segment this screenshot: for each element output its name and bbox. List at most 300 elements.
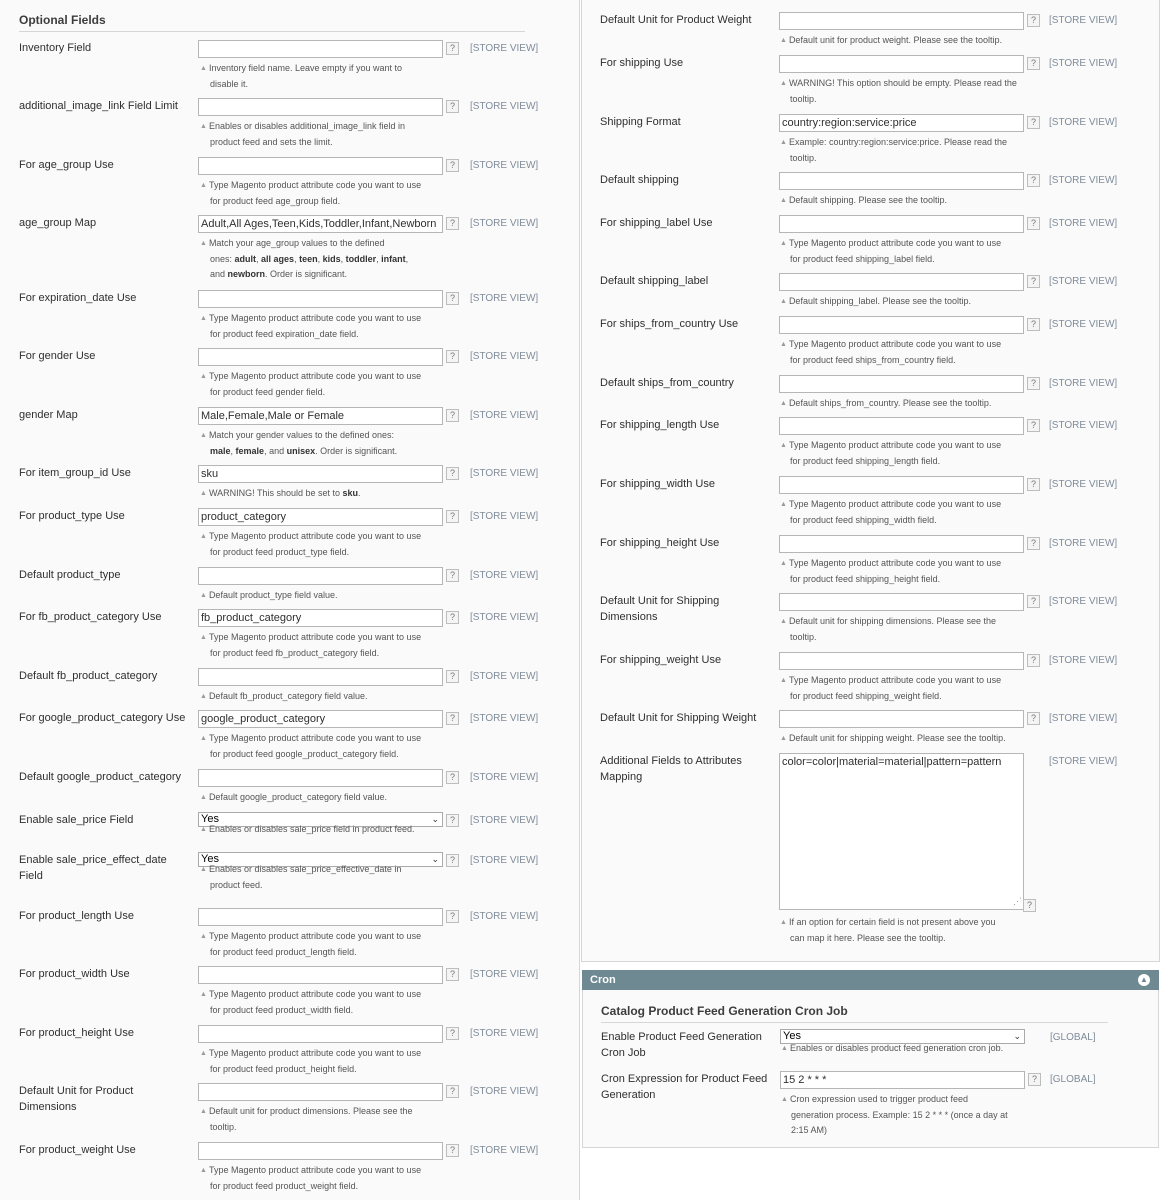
note-line: for product feed fb_product_category field.: [210, 647, 380, 658]
field-label: Enable sale_price Field: [19, 814, 134, 826]
field-note: [200, 178, 440, 209]
scope-label: [STORE VIEW]: [1049, 276, 1118, 287]
field-label: For age_group Use: [19, 159, 114, 171]
note-bold: teen: [299, 253, 318, 264]
input-additional-image-link-field-limit[interactable]: [198, 98, 443, 116]
input-for-product-length-use[interactable]: [198, 908, 443, 926]
field-label: For item_group_id Use: [19, 467, 131, 479]
help-icon[interactable]: ?: [1028, 1073, 1041, 1086]
field-label: For product_length Use: [19, 910, 134, 922]
field-note: [200, 311, 440, 342]
note-line: for product feed shipping_weight field.: [790, 690, 942, 701]
input-for-shipping-label-use[interactable]: [779, 215, 1024, 233]
field-label: For shipping_label Use: [600, 217, 713, 229]
note-triangle-icon: ▲: [200, 1167, 207, 1174]
note-line: Match your gender values to the defined ones:: [208, 430, 395, 440]
note-line: for product feed gender field.: [210, 386, 326, 397]
field-label: Default Unit for Product Dimensions: [19, 1085, 134, 1113]
note-line: Type Magento product attribute code you want to use: [208, 1048, 422, 1058]
field-note: [780, 193, 1030, 209]
note-triangle-icon: ▲: [200, 866, 207, 873]
cron-section-header[interactable]: [582, 970, 1159, 990]
note-bold: kids: [322, 253, 341, 264]
note-line: for product feed product_weight field.: [210, 1180, 359, 1191]
field-label: Default google_product_category: [19, 771, 182, 783]
field-label: Default shipping_label: [600, 275, 709, 287]
help-icon[interactable]: ?: [1027, 712, 1040, 725]
field-note: [780, 915, 1030, 946]
input-default-google-product-category[interactable]: [198, 769, 443, 787]
note-line: [200, 267, 440, 283]
input-for-shipping-use[interactable]: [779, 55, 1024, 73]
input-default-fb-product-category[interactable]: [198, 668, 443, 686]
note-line: generation process. Example: 15 2 * * * (once a day at: [791, 1109, 1008, 1120]
note-triangle-icon: ▲: [200, 826, 207, 833]
field-note: [200, 862, 440, 893]
note-line: [200, 444, 440, 460]
field-note: [200, 929, 440, 960]
note-triangle-icon: ▲: [780, 442, 787, 449]
note-triangle-icon: ▲: [780, 501, 787, 508]
note-triangle-icon: ▲: [200, 315, 207, 322]
note-line: Type Magento product attribute code you want to use: [788, 675, 1002, 685]
field-label: Default Unit for Shipping Weight: [600, 712, 757, 724]
note-line: Enables or disables sale_price field in product feed.: [208, 824, 415, 834]
note-line: Example: country:region:service:price. Please read the: [788, 137, 1008, 147]
scope-label: [GLOBAL]: [1050, 1032, 1096, 1043]
resize-handle-icon[interactable]: ⋰: [1013, 896, 1022, 906]
chevron-down-icon: ⌄: [431, 814, 439, 824]
help-icon[interactable]: ?: [1027, 14, 1040, 27]
scope-label: [STORE VIEW]: [470, 969, 539, 980]
cron-title: Catalog Product Feed Generation Cron Job: [601, 1003, 1108, 1023]
field-label: Enable sale_price_effect_date Field: [19, 854, 167, 882]
help-icon[interactable]: ?: [1027, 419, 1040, 432]
field-label: For shipping Use: [600, 57, 684, 69]
note-triangle-icon: ▲: [200, 240, 207, 247]
scope-label: [STORE VIEW]: [470, 218, 539, 229]
input-default-unit-for-shipping-dimensions[interactable]: [779, 593, 1024, 611]
input-for-item-group-id-use[interactable]: sku: [198, 465, 443, 483]
help-icon[interactable]: ?: [446, 100, 459, 113]
field-label: For product_width Use: [19, 968, 130, 980]
help-icon[interactable]: ?: [446, 217, 459, 230]
note-line: Type Magento product attribute code you want to use: [788, 499, 1002, 509]
note-text: . Order is significant.: [315, 445, 398, 456]
help-icon[interactable]: ?: [1027, 57, 1040, 70]
scope-label: [STORE VIEW]: [1049, 420, 1118, 431]
note-line: for product feed product_type field.: [210, 546, 350, 557]
help-icon[interactable]: ?: [1027, 377, 1040, 390]
note-triangle-icon: ▲: [200, 693, 207, 700]
field-label: For gender Use: [19, 350, 96, 362]
field-label: Default Unit for Product Weight: [600, 14, 752, 26]
help-icon[interactable]: ?: [446, 569, 459, 582]
help-icon[interactable]: ?: [446, 159, 459, 172]
scope-label: [STORE VIEW]: [470, 101, 539, 112]
note-line: ones: adult, all ages, teen, kids, toddler, infant,: [210, 253, 409, 264]
note-bold: all ages: [261, 253, 295, 264]
field-label: Default shipping: [600, 174, 679, 186]
field-label: age_group Map: [19, 217, 97, 229]
input-for-product-height-use[interactable]: [198, 1025, 443, 1043]
scope-label: [STORE VIEW]: [1049, 479, 1118, 490]
scope-label: [GLOBAL]: [1050, 1074, 1096, 1085]
help-icon[interactable]: ?: [446, 771, 459, 784]
field-note: [780, 337, 1030, 368]
input-for-age-group-use[interactable]: [198, 157, 443, 175]
scope-label: [STORE VIEW]: [470, 160, 539, 171]
help-icon[interactable]: ?: [446, 467, 459, 480]
field-label: Default product_type: [19, 569, 121, 581]
note-text: ,: [230, 445, 236, 456]
input-cron-expression-for-product-feed-generation[interactable]: 15 2 * * *: [780, 1071, 1025, 1089]
select-value: Yes: [783, 1030, 801, 1042]
field-note: [200, 428, 440, 459]
input-default-shipping-label[interactable]: [779, 273, 1024, 291]
note-bold: female: [235, 445, 265, 456]
chevron-down-icon: ⌄: [1013, 1031, 1021, 1041]
note-line: Inventory field name. Leave empty if you want to: [208, 63, 403, 73]
help-icon[interactable]: ?: [446, 814, 459, 827]
note-triangle-icon: ▲: [780, 400, 787, 407]
note-line: Default shipping_label. Please see the tooltip.: [788, 296, 972, 306]
note-triangle-icon: ▲: [780, 197, 787, 204]
cron-panel: [582, 990, 1159, 1148]
field-note: [200, 529, 440, 560]
scope-label: [STORE VIEW]: [470, 511, 539, 522]
scope-label: [STORE VIEW]: [1049, 117, 1118, 128]
note-bold: newborn: [227, 269, 266, 279]
scope-label: [STORE VIEW]: [470, 855, 539, 866]
note-triangle-icon: ▲: [780, 37, 787, 44]
field-note: [780, 33, 1030, 49]
field-label: For ships_from_country Use: [600, 318, 739, 330]
note-triangle-icon: ▲: [780, 341, 787, 348]
note-line: Default shipping. Please see the tooltip.: [788, 195, 948, 205]
scope-label: [STORE VIEW]: [470, 570, 539, 581]
note-line: Type Magento product attribute code you want to use: [208, 313, 422, 323]
note-line: Type Magento product attribute code you want to use: [788, 339, 1002, 349]
input-for-shipping-weight-use[interactable]: [779, 652, 1024, 670]
field-label: For product_weight Use: [19, 1144, 136, 1156]
field-note: [200, 61, 440, 92]
help-icon[interactable]: ?: [1027, 537, 1040, 550]
note-line: Enables or disables sale_price_effective_date in: [208, 864, 402, 874]
field-note: [200, 486, 440, 502]
scope-label: [STORE VIEW]: [470, 1028, 539, 1039]
input-default-product-type[interactable]: [198, 567, 443, 585]
field-note: [200, 1104, 440, 1135]
field-note: [200, 987, 440, 1018]
note-line: Default unit for shipping dimensions. Please see the: [788, 616, 997, 626]
field-note: [200, 630, 440, 661]
note-line: Type Magento product attribute code you want to use: [208, 1165, 422, 1175]
help-icon[interactable]: ?: [1027, 318, 1040, 331]
scope-label: [STORE VIEW]: [470, 815, 539, 826]
field-note: [780, 396, 1030, 412]
help-icon[interactable]: ?: [446, 854, 459, 867]
shipping-fields-panel: [581, 0, 1160, 962]
field-note: [200, 731, 440, 762]
note-bold: toddler: [345, 253, 377, 264]
help-icon[interactable]: ?: [1027, 478, 1040, 491]
field-note: [781, 1092, 1031, 1139]
note-triangle-icon: ▲: [200, 373, 207, 380]
field-note: [200, 236, 440, 283]
note-line: Type Magento product attribute code you want to use: [788, 238, 1002, 248]
note-line: for product feed shipping_height field.: [790, 573, 941, 584]
note-triangle-icon: ▲: [200, 735, 207, 742]
note-line: for product feed age_group field.: [210, 195, 341, 206]
help-icon[interactable]: ?: [1027, 275, 1040, 288]
note-triangle-icon: ▲: [780, 80, 787, 87]
field-label: For shipping_length Use: [600, 419, 720, 431]
select-value: Yes: [201, 813, 219, 825]
note-line: for product feed product_width field.: [210, 1004, 354, 1015]
help-icon[interactable]: ?: [1027, 116, 1040, 129]
field-label: For product_height Use: [19, 1027, 134, 1039]
note-line: Type Magento product attribute code you want to use: [788, 440, 1002, 450]
note-text: and: [210, 269, 228, 279]
help-icon[interactable]: ?: [446, 968, 459, 981]
field-note: [780, 294, 1030, 310]
note-triangle-icon: ▲: [780, 919, 787, 926]
input-for-google-product-category-use[interactable]: google_product_category: [198, 710, 443, 728]
field-note: [200, 369, 440, 400]
note-line: can map it here. Please see the tooltip.: [790, 932, 946, 943]
input-for-expiration-date-use[interactable]: [198, 290, 443, 308]
field-label: For google_product_category Use: [19, 712, 186, 724]
note-triangle-icon: ▲: [780, 735, 787, 742]
input-for-product-type-use[interactable]: product_category: [198, 508, 443, 526]
note-bold: sku: [342, 488, 359, 498]
note-triangle-icon: ▲: [200, 490, 207, 497]
note-triangle-icon: ▲: [780, 139, 787, 146]
note-line: WARNING! This option should be empty. Please read the: [788, 78, 1017, 88]
scope-label: [STORE VIEW]: [1049, 596, 1118, 607]
field-note: [780, 614, 1030, 645]
input-default-unit-for-product-weight[interactable]: [779, 12, 1024, 30]
note-line: Type Magento product attribute code you want to use: [208, 180, 422, 190]
help-icon[interactable]: ?: [446, 409, 459, 422]
note-line: Type Magento product attribute code you want to use: [788, 558, 1002, 568]
note-line: Type Magento product attribute code you want to use: [208, 733, 422, 743]
note-triangle-icon: ▲: [200, 991, 207, 998]
help-icon[interactable]: ?: [446, 1144, 459, 1157]
field-label: Default fb_product_category: [19, 670, 158, 682]
field-label: Shipping Format: [600, 116, 681, 128]
input-default-shipping[interactable]: [779, 172, 1024, 190]
help-icon[interactable]: ?: [446, 42, 459, 55]
select-value: Yes: [201, 853, 219, 865]
field-note: [200, 822, 440, 838]
scope-label: [STORE VIEW]: [1049, 15, 1118, 26]
help-icon[interactable]: ?: [446, 1085, 459, 1098]
note-bold: infant: [381, 253, 406, 264]
help-icon[interactable]: ?: [446, 712, 459, 725]
field-note: [200, 1163, 440, 1194]
input-inventory-field[interactable]: [198, 40, 443, 58]
help-icon[interactable]: ?: [446, 670, 459, 683]
note-line: tooltip.: [790, 93, 817, 104]
field-label: For shipping_weight Use: [600, 654, 722, 666]
mapping-textarea[interactable]: [779, 753, 1024, 910]
field-label: For shipping_width Use: [600, 478, 715, 490]
note-line: Default product_type field value.: [208, 590, 338, 600]
input-for-shipping-height-use[interactable]: [779, 535, 1024, 553]
note-triangle-icon: ▲: [780, 240, 787, 247]
note-line: Match your age_group values to the defined: [208, 238, 385, 248]
field-label: Additional Fields to Attributes Mapping: [600, 755, 742, 783]
note-text: ones:: [210, 253, 235, 264]
note-triangle-icon: ▲: [200, 1108, 207, 1115]
field-label: additional_image_link Field Limit: [19, 100, 178, 112]
help-icon[interactable]: ?: [1023, 899, 1036, 912]
scope-label: [STORE VIEW]: [1049, 538, 1118, 549]
field-note: [780, 135, 1030, 166]
help-icon[interactable]: ?: [446, 1027, 459, 1040]
scope-label: [STORE VIEW]: [1049, 655, 1118, 666]
note-triangle-icon: ▲: [200, 794, 207, 801]
note-line: Default unit for product dimensions. Please see the: [208, 1106, 413, 1116]
note-triangle-icon: ▲: [781, 1045, 788, 1052]
note-line: product feed.: [210, 879, 263, 890]
input-age-group-map[interactable]: Adult,All Ages,Teen,Kids,Toddler,Infant,Newborn: [198, 215, 443, 233]
note-line: If an option for certain field is not present above you: [788, 917, 996, 927]
field-note: [781, 1041, 1031, 1057]
note-line: tooltip.: [790, 631, 817, 642]
help-icon[interactable]: ?: [1027, 654, 1040, 667]
note-triangle-icon: ▲: [200, 533, 207, 540]
input-for-shipping-width-use[interactable]: [779, 476, 1024, 494]
input-for-ships-from-country-use[interactable]: [779, 316, 1024, 334]
field-note: [780, 236, 1030, 267]
note-triangle-icon: ▲: [200, 65, 207, 72]
field-note: [780, 497, 1030, 528]
note-line: tooltip.: [790, 152, 817, 163]
help-icon[interactable]: ?: [446, 350, 459, 363]
note-line: for product feed ships_from_country field.: [790, 354, 956, 365]
scope-label: [STORE VIEW]: [470, 671, 539, 682]
note-triangle-icon: ▲: [200, 933, 207, 940]
scope-label: [STORE VIEW]: [1049, 378, 1118, 389]
note-triangle-icon: ▲: [200, 123, 207, 130]
scope-label: [STORE VIEW]: [1049, 713, 1118, 724]
note-line: product feed and sets the limit.: [210, 136, 333, 147]
scope-label: [STORE VIEW]: [470, 772, 539, 783]
note-line: Type Magento product attribute code you want to use: [208, 531, 422, 541]
scope-label: [STORE VIEW]: [470, 293, 539, 304]
note-triangle-icon: ▲: [780, 618, 787, 625]
help-icon[interactable]: ?: [446, 910, 459, 923]
field-note: [780, 673, 1030, 704]
note-line: Cron expression used to trigger product feed: [789, 1094, 969, 1104]
field-note: [200, 790, 440, 806]
note-triangle-icon: ▲: [780, 677, 787, 684]
input-for-gender-use[interactable]: [198, 348, 443, 366]
note-triangle-icon: ▲: [200, 634, 207, 641]
scope-label: [STORE VIEW]: [470, 468, 539, 479]
note-line: for product feed shipping_width field.: [790, 514, 937, 525]
field-label: Cron Expression for Product Feed Generation: [601, 1073, 768, 1101]
scope-label: [STORE VIEW]: [1049, 319, 1118, 330]
note-text: , and: [264, 445, 287, 456]
input-for-product-width-use[interactable]: [198, 966, 443, 984]
note-line: Default fb_product_category field value.: [208, 691, 368, 701]
note-line: for product feed google_product_category field.: [210, 748, 399, 759]
note-triangle-icon: ▲: [200, 592, 207, 599]
section-title: Optional Fields: [19, 12, 525, 32]
textarea-value: color=color|material=material|pattern=pattern: [782, 756, 1002, 768]
note-triangle-icon: ▲: [780, 298, 787, 305]
input-default-unit-for-product-dimensions[interactable]: [198, 1083, 443, 1101]
field-label: For fb_product_category Use: [19, 611, 162, 623]
help-icon[interactable]: ?: [446, 611, 459, 624]
note-line: Type Magento product attribute code you want to use: [208, 989, 422, 999]
help-icon[interactable]: ?: [1027, 595, 1040, 608]
help-icon[interactable]: ?: [446, 292, 459, 305]
note-line: for product feed expiration_date field.: [210, 328, 359, 339]
note-line: Type Magento product attribute code you want to use: [208, 931, 422, 941]
note-line: Default ships_from_country. Please see the tooltip.: [788, 398, 992, 408]
scope-label: [STORE VIEW]: [470, 1086, 539, 1097]
scope-label: [STORE VIEW]: [470, 351, 539, 362]
input-shipping-format[interactable]: country:region:service:price: [779, 114, 1024, 132]
field-note: [780, 438, 1030, 469]
note-line: for product feed shipping_length field.: [790, 455, 941, 466]
input-for-shipping-length-use[interactable]: [779, 417, 1024, 435]
scope-label: [STORE VIEW]: [470, 911, 539, 922]
input-gender-map[interactable]: Male,Female,Male or Female: [198, 407, 443, 425]
note-line: tooltip.: [210, 1121, 237, 1132]
note-text: .: [358, 488, 361, 498]
scope-label: [STORE VIEW]: [470, 1145, 539, 1156]
field-note: [200, 588, 440, 604]
note-triangle-icon: ▲: [200, 182, 207, 189]
note-line: 2:15 AM): [791, 1125, 828, 1135]
input-for-product-weight-use[interactable]: [198, 1142, 443, 1160]
note-line: for product feed shipping_label field.: [790, 253, 935, 264]
note-line: Type Magento product attribute code you want to use: [208, 371, 422, 381]
help-icon[interactable]: ?: [1027, 174, 1040, 187]
field-note: [200, 119, 440, 150]
collapse-icon[interactable]: ▲: [1138, 974, 1150, 986]
help-icon[interactable]: ?: [1027, 217, 1040, 230]
note-bold: adult: [234, 253, 257, 264]
input-default-unit-for-shipping-weight[interactable]: [779, 710, 1024, 728]
help-icon[interactable]: ?: [446, 510, 459, 523]
scope-label: [STORE VIEW]: [470, 713, 539, 724]
note-bold: unisex: [286, 445, 316, 456]
scope-label: [STORE VIEW]: [470, 43, 539, 54]
field-label: Default ships_from_country: [600, 377, 734, 389]
field-note: [780, 76, 1030, 107]
note-triangle-icon: ▲: [781, 1096, 788, 1103]
scope-label: [STORE VIEW]: [1049, 175, 1118, 186]
note-line: Type Magento product attribute code you want to use: [208, 632, 422, 642]
field-label: For product_type Use: [19, 510, 125, 522]
scope-label: [STORE VIEW]: [1049, 58, 1118, 69]
note-text: WARNING! This should be set to: [208, 488, 343, 498]
field-label: Enable Product Feed Generation Cron Job: [601, 1031, 762, 1059]
note-triangle-icon: ▲: [200, 432, 207, 439]
input-default-ships-from-country[interactable]: [779, 375, 1024, 393]
field-label: gender Map: [19, 409, 78, 421]
optional-fields-panel: [0, 0, 580, 1200]
field-note: [780, 731, 1030, 747]
input-for-fb-product-category-use[interactable]: fb_product_category: [198, 609, 443, 627]
